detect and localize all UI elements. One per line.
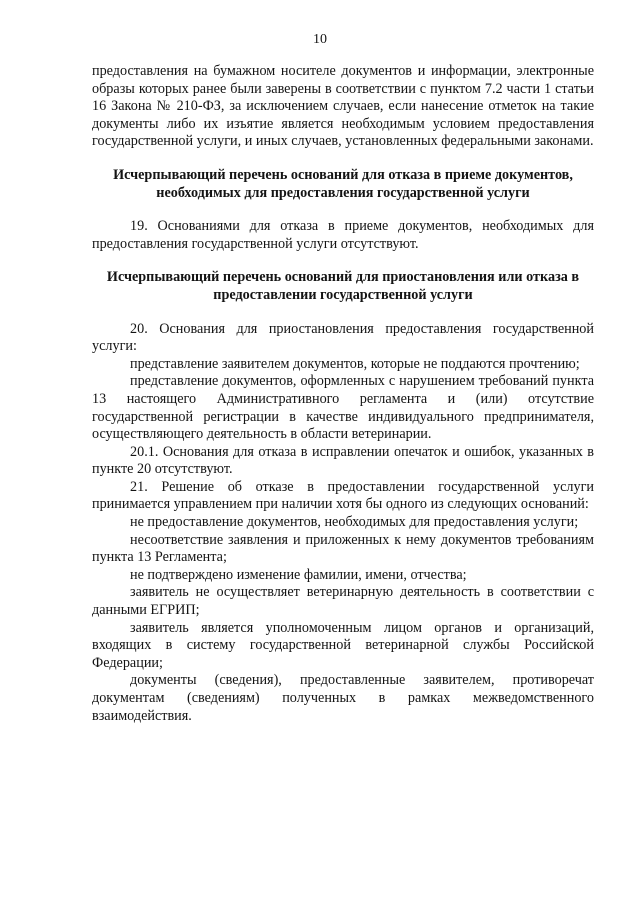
section-heading-refusal-acceptance: Исчерпывающий перечень оснований для отказа в приеме документов, необходимых для предоставления государственной услуги xyxy=(113,166,573,201)
list-item-21-6: документы (сведения), предоставленные заявителем, противоречат документам (сведениям) полученных в рамках межведомственного взаимодействия. xyxy=(92,672,594,724)
paragraph-19: 19. Основаниями для отказа в приеме документов, необходимых для предоставления государственной услуги отсутствуют. xyxy=(92,218,594,252)
list-item-20-1: представление заявителем документов, которые не поддаются прочтению; xyxy=(130,355,580,372)
paragraph-20-1: 20.1. Основания для отказа в исправлении опечаток и ошибок, указанных в пункте 20 отсутствуют. xyxy=(92,443,594,478)
list-item-21-5: заявитель является уполномоченным лицом органов и организаций, входящих в систему государственной ветеринарной службы Российской Федерации; xyxy=(92,619,594,671)
list-item-21-3: не подтверждено изменение фамилии, имени, отчества; xyxy=(130,566,467,583)
list-item-21-2: несоответствие заявления и приложенных к нему документов требованиям пункта 13 Регламента; xyxy=(92,531,594,566)
list-item-21-4: заявитель не осуществляет ветеринарную деятельность в соответствии с данными ЕГРИП; xyxy=(92,584,594,619)
intro-paragraph: предоставления на бумажном носителе документов и информации, электронные образы которых ранее были заверены в соответствии с пунктом 7.2 части 1 статьи 16 Закона № 210-ФЗ, за исключением случаев, если нанесение отметок на такие документы либо их изъятие является необходимым условием предоставления государственной услуги, и иных случаев, установленных федеральными законами. xyxy=(92,63,594,150)
page-number: 10 xyxy=(313,32,327,47)
paragraph-20: 20. Основания для приостановления предоставления государственной услуги: xyxy=(92,320,594,355)
list-item-20-2: представление документов, оформленных с нарушением требований пункта 13 настоящего Административного регламента и (или) отсутствие государственной регистрации в качестве индивидуального предпринимателя, осуществляющего деятельность в области ветеринарии. xyxy=(92,373,594,443)
list-item-21-1: не предоставление документов, необходимых для предоставления услуги; xyxy=(130,514,579,531)
paragraph-21: 21. Решение об отказе в предоставлении государственной услуги принимается управлением при наличии хотя бы одного из следующих оснований: xyxy=(92,478,594,513)
document-body xyxy=(92,63,594,725)
section-heading-suspension-refusal: Исчерпывающий перечень оснований для приостановления или отказа в предоставлении государственной услуги xyxy=(106,269,580,303)
